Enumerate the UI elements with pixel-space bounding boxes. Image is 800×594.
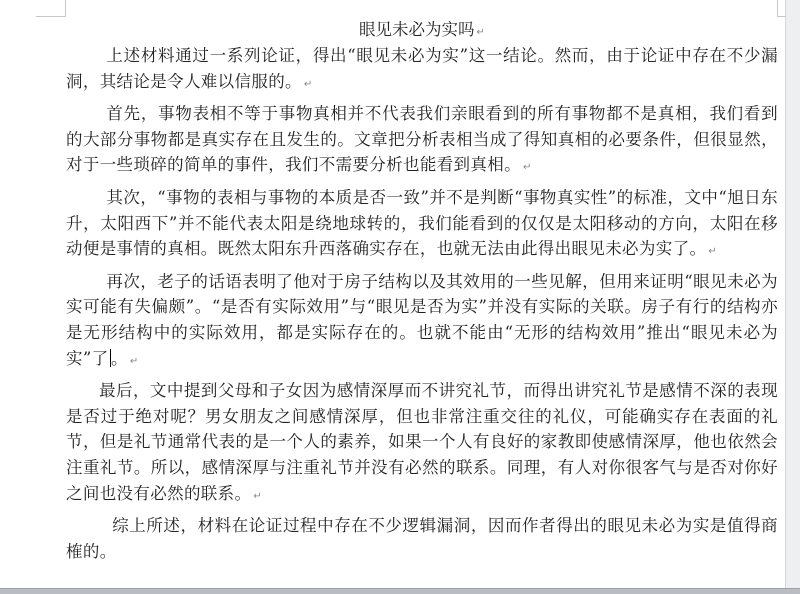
- paragraph-text: 最后，文中提到父母和子女因为感情深厚而不讲究礼节，而得出讲究礼节是感情不深的表现是否过于绝对呢？男女朋友之间感情深厚，但也非常注重交往的礼仪，可能确实存在表面的礼节，但是礼节通常代表的是一个人的素养，如果一个人有良好的家教即使感情深厚，他也依然会注重礼节。所以，感情深厚与注重礼节并没有必然的联系。同理，有人对你很客气与是否对你好之间也没有必然的联系。: [66, 381, 778, 503]
- paragraph-mark-icon: ↵: [708, 246, 718, 258]
- paragraph-mark-icon: ↵: [253, 490, 263, 502]
- paragraph-fourth-point[interactable]: [66, 378, 778, 509]
- title-text: 眼见未必为实吗: [359, 20, 475, 39]
- bottom-scrollbar-area[interactable]: [0, 588, 800, 594]
- document-title[interactable]: [66, 17, 778, 43]
- crop-mark-top-left: [36, 0, 66, 17]
- paragraph-conclusion[interactable]: [66, 513, 778, 564]
- paragraph-text: 综上所述，材料在论证过程中存在不少逻辑漏洞，因而作者得出的眼见未必为实是值得商榷的。: [66, 516, 778, 561]
- paragraph-mark-icon: ↵: [476, 27, 485, 38]
- paragraph-mark-icon: ↵: [303, 78, 313, 90]
- paragraph-mark-icon: ↵: [129, 355, 139, 367]
- paragraph-mark-icon: ↵: [522, 162, 532, 174]
- paragraph-text: 再次，老子的话语表明了他对于房子结构以及其效用的一些见解，但用来证明“眼见未必为实可能有失偏颇”。“是否有实际效用”与“眼见是否为实”并没有实际的关联。房子有行的结构亦是无形结构中的实际效用，都是实际存在的。也就不能由“无形的结构效用”推出“眼见未必为实”了: [66, 271, 778, 368]
- right-gutter: [786, 0, 800, 588]
- paragraph-text: 其次，“事物的表相与事物的本质是否一致”并不是判断“事物真实性”的标准，文中“旭日东升，太阳西下”并不能代表太阳是绕地球转的，我们能看到的仅仅是太阳移动的方向，太阳在移动便是事情的真相。既然太阳东升西落确实存在，也就无法由此得出眼见未必为实了。: [66, 187, 778, 259]
- paragraph-intro[interactable]: [66, 43, 778, 97]
- crop-mark-top-right: [777, 0, 786, 17]
- paragraph-text: 首先，事物表相不等于事物真相并不代表我们亲眼看到的所有事物都不是真相，我们看到的大部分事物都是真实存在且发生的。文章把分析表相当成了得知真相的必要条件，但很显然，对于一些琐碎的简单的事件，我们不需要分析也能看到真相。: [66, 104, 778, 175]
- document-body[interactable]: [66, 17, 778, 564]
- paragraph-second-point[interactable]: [66, 185, 778, 265]
- paragraph-text-end: 。: [111, 348, 128, 368]
- paragraph-third-point[interactable]: [66, 269, 778, 374]
- paragraph-first-point[interactable]: [66, 101, 778, 181]
- paragraph-text: 上述材料通过一系列论证，得出“眼见未必为实”这一结论。然而，由于论证中存在不少漏洞，其结论是令人难以信服的。: [66, 46, 778, 91]
